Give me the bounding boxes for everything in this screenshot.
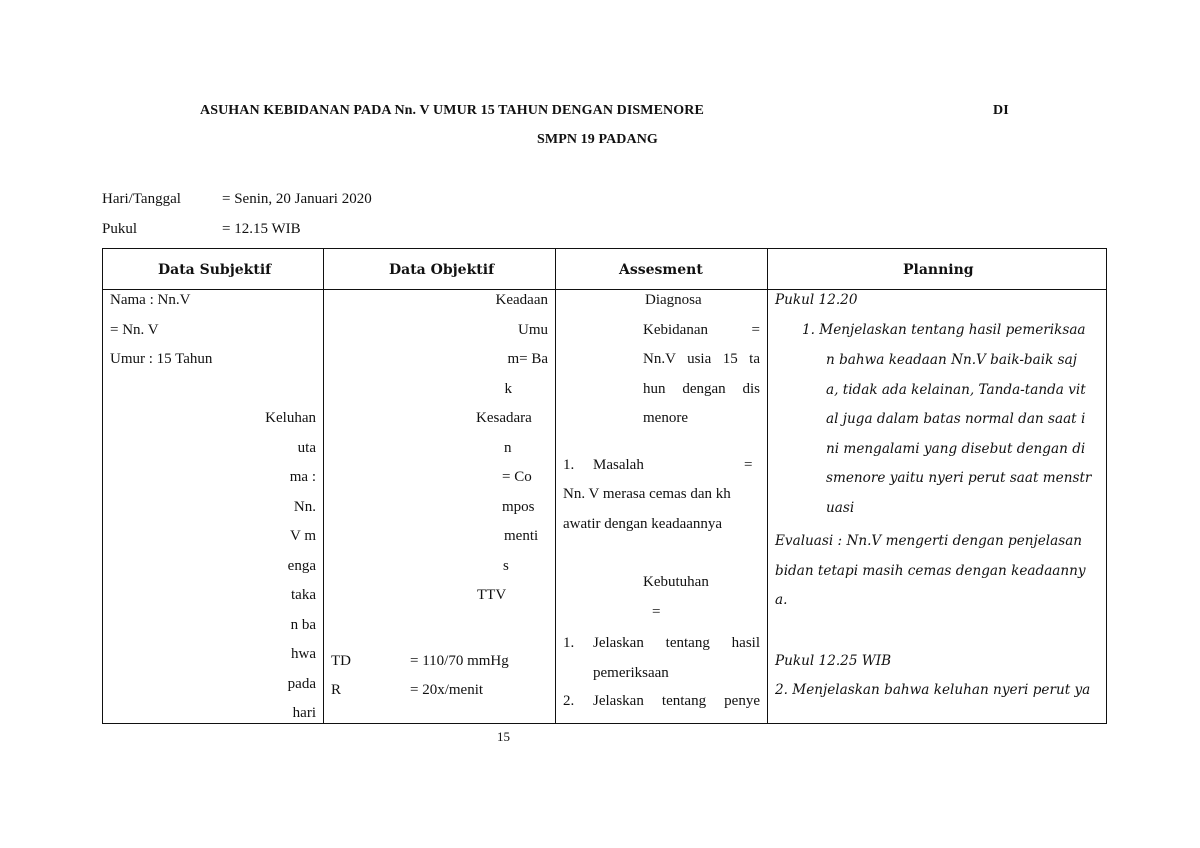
objektif-line: s bbox=[503, 557, 509, 574]
keluhan-line: Nn. bbox=[293, 498, 316, 515]
hari-label: Hari/Tanggal bbox=[102, 191, 181, 207]
masalah-text bbox=[563, 480, 731, 539]
column-divider bbox=[323, 248, 324, 724]
diagnosa-line: Kebidanan = bbox=[643, 321, 760, 338]
objektif-line: Keadaan bbox=[495, 292, 548, 308]
keluhan-line: n ba bbox=[290, 616, 316, 633]
planning-line: a, tidak ada kelainan, Tanda-tanda vit bbox=[826, 381, 1086, 398]
planning-item-1-first: 1. Menjelaskan tentang hasil pemeriksaa bbox=[802, 322, 1086, 338]
subjektif-line: = Nn. V bbox=[110, 321, 159, 338]
column-divider bbox=[767, 248, 768, 724]
masalah-line: awatir dengan keadaannya bbox=[563, 515, 723, 532]
ttv-r-value: = 20x/menit bbox=[410, 682, 484, 698]
keluhan-line: enga bbox=[287, 557, 316, 574]
ttv-td-label: TD bbox=[331, 653, 351, 669]
header-planning: Planning bbox=[903, 262, 974, 278]
objektif-line: = Co bbox=[502, 469, 532, 485]
ttv-td-value: = 110/70 mmHg bbox=[410, 653, 509, 669]
kebutuhan-item-1-number: 1. bbox=[563, 635, 575, 651]
keluhan-line: taka bbox=[291, 587, 316, 603]
objektif-keadaan bbox=[440, 286, 548, 404]
masalah-equals: = bbox=[744, 457, 753, 473]
header-divider bbox=[102, 289, 1107, 290]
title-di: DI bbox=[993, 103, 1009, 118]
subjektif-top bbox=[110, 286, 212, 375]
planning-line: ni mengalami yang disebut dengan di bbox=[826, 440, 1086, 457]
keluhan-line: pada bbox=[287, 675, 316, 692]
objektif-line: m= Ba bbox=[507, 351, 548, 367]
planning-line: n bahwa keadaan Nn.V baik-baik saj bbox=[826, 352, 1077, 368]
kebutuhan-item-1 bbox=[593, 629, 760, 688]
planning-evaluasi bbox=[775, 527, 1086, 616]
diagnosa-line: hun dengan dis bbox=[643, 380, 760, 397]
objektif-line: TTV bbox=[477, 587, 507, 603]
kebutuhan-equals: = bbox=[652, 604, 661, 620]
masalah-number: 1. bbox=[563, 457, 575, 473]
evaluasi-line: bidan tetapi masih cemas dengan keadaanny bbox=[775, 562, 1086, 579]
diagnosa-line: Diagnosa bbox=[645, 292, 702, 308]
planning-time-1: Pukul 12.20 bbox=[775, 292, 858, 308]
header-data-subjektif: Data Subjektif bbox=[158, 262, 272, 278]
objektif-line: n bbox=[504, 439, 512, 456]
kebutuhan-item-2 bbox=[593, 687, 760, 717]
objektif-line: menti bbox=[504, 528, 539, 544]
masalah-line: Nn. V merasa cemas dan kh bbox=[563, 486, 731, 502]
planning-line: smenore yaitu nyeri perut saat menstr bbox=[826, 470, 1092, 486]
evaluasi-line: Evaluasi : Nn.V mengerti dengan penjelasan bbox=[775, 533, 1083, 549]
objektif-line: mpos bbox=[502, 498, 535, 515]
column-divider bbox=[555, 248, 556, 724]
title-line-2: SMPN 19 PADANG bbox=[537, 132, 658, 147]
pukul-value: = 12.15 WIB bbox=[222, 221, 301, 237]
kebutuhan-line: pemeriksaan bbox=[593, 664, 669, 681]
kebutuhan-line: Jelaskan tentang penye bbox=[593, 693, 760, 709]
keluhan-line: Keluhan bbox=[265, 410, 316, 426]
header-data-objektif: Data Objektif bbox=[389, 262, 495, 278]
subjektif-line: Umur : 15 Tahun bbox=[110, 351, 213, 367]
title-line-1: ASUHAN KEBIDANAN PADA Nn. V UMUR 15 TAHUN DENGAN DISMENORE bbox=[200, 103, 704, 118]
pukul-label: Pukul bbox=[102, 221, 138, 237]
diagnosa-line: menore bbox=[643, 410, 688, 426]
ttv-r-label: R bbox=[331, 682, 342, 698]
planning-item-1 bbox=[826, 346, 1091, 523]
assesment-diagnosa bbox=[643, 286, 760, 434]
planning-line: uasi bbox=[826, 499, 855, 516]
objektif-line: Umu bbox=[518, 321, 548, 338]
subjektif-line: Nama : Nn.V bbox=[110, 292, 191, 308]
objektif-line: Kesadara bbox=[476, 410, 532, 426]
planning-line: al juga dalam batas normal dan saat i bbox=[826, 411, 1086, 427]
masalah-label: Masalah bbox=[593, 457, 644, 473]
planning-time-2: Pukul 12.25 WIB bbox=[775, 653, 892, 669]
keluhan-line: ma : bbox=[289, 469, 316, 485]
kebutuhan-line: Jelaskan tentang hasil bbox=[593, 635, 760, 651]
kebutuhan-item-2-number: 2. bbox=[563, 693, 575, 709]
keluhan-line: hwa bbox=[291, 646, 316, 662]
subjektif-keluhan bbox=[240, 404, 316, 729]
hari-value: = Senin, 20 Januari 2020 bbox=[222, 191, 372, 207]
kebutuhan-label: Kebutuhan bbox=[643, 574, 709, 590]
header-assesment: Assesment bbox=[619, 262, 703, 278]
evaluasi-line: a. bbox=[775, 592, 788, 608]
keluhan-line: hari bbox=[292, 705, 316, 721]
diagnosa-line: Nn.V usia 15 ta bbox=[643, 351, 760, 367]
objektif-line: k bbox=[504, 380, 512, 397]
objektif-kesadaran bbox=[440, 404, 548, 611]
keluhan-line: V m bbox=[290, 528, 316, 544]
page-number: 15 bbox=[497, 729, 510, 744]
planning-item-2: 2. Menjelaskan bahwa keluhan nyeri perut ya bbox=[775, 682, 1091, 698]
keluhan-line: uta bbox=[297, 439, 316, 456]
